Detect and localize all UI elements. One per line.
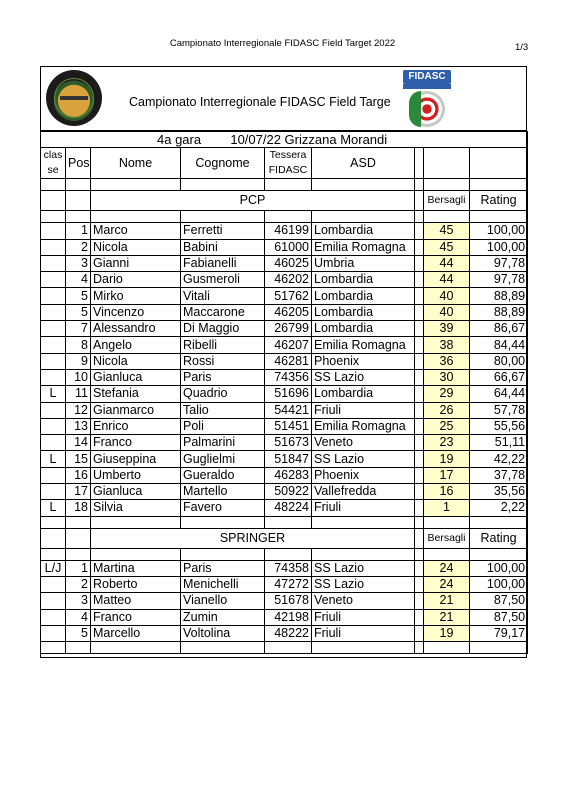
cell-asd: SS Lazio (312, 369, 415, 385)
cell-classe (41, 321, 66, 337)
cell-nome: Vincenzo (91, 304, 181, 320)
cell-asd: Friuli (312, 625, 415, 641)
cell-rating: 100,00 (470, 576, 528, 592)
col-nome: Nome (91, 148, 181, 179)
cell-bersagli: 38 (424, 337, 470, 353)
race-date-place: 10/07/22 Grizzana Morandi (230, 132, 388, 148)
cell-pos: 8 (66, 337, 91, 353)
cell-classe (41, 239, 66, 255)
table-row (41, 255, 528, 271)
cell-bersagli: 25 (424, 418, 470, 434)
cell-tessera: 48222 (265, 625, 312, 641)
cell-cognome: Ribelli (181, 337, 265, 353)
table-row (41, 467, 528, 483)
cell-pos: 5 (66, 304, 91, 320)
cell-pos: 4 (66, 272, 91, 288)
cell-pos: 5 (66, 288, 91, 304)
cell-bersagli: 16 (424, 484, 470, 500)
cell-cognome: Favero (181, 500, 265, 516)
cell-pos: 11 (66, 386, 91, 402)
table-row (41, 576, 528, 592)
rating-header: Rating (470, 528, 528, 548)
cell-classe (41, 369, 66, 385)
cell-tessera: 51678 (265, 593, 312, 609)
cell-pos: 5 (66, 625, 91, 641)
cell-asd: Friuli (312, 402, 415, 418)
cell-rating: 35,56 (470, 484, 528, 500)
cell-nome: Marcello (91, 625, 181, 641)
cell-nome: Giuseppina (91, 451, 181, 467)
cell-nome: Silvia (91, 500, 181, 516)
cell-rating: 64,44 (470, 386, 528, 402)
cell-rating: 100,00 (470, 560, 528, 576)
cell-tessera: 54421 (265, 402, 312, 418)
cell-bersagli: 44 (424, 272, 470, 288)
cell-asd: Veneto (312, 435, 415, 451)
cell-rating: 57,78 (470, 402, 528, 418)
cell-rating: 97,78 (470, 272, 528, 288)
cell-asd: Emilia Romagna (312, 337, 415, 353)
cell-tessera: 46283 (265, 467, 312, 483)
cell-nome: Martina (91, 560, 181, 576)
cell-asd: Friuli (312, 500, 415, 516)
cell-pos: 10 (66, 369, 91, 385)
cell-tessera: 61000 (265, 239, 312, 255)
bersagli-header: Bersagli (424, 191, 470, 211)
cell-nome: Gianmarco (91, 402, 181, 418)
table-row (41, 609, 528, 625)
cell-tessera: 46281 (265, 353, 312, 369)
cell-pos: 7 (66, 321, 91, 337)
cell-asd: Lombardia (312, 304, 415, 320)
cell-cognome: Paris (181, 369, 265, 385)
cell-pos: 12 (66, 402, 91, 418)
cell-cognome: Zumin (181, 609, 265, 625)
cell-asd: Phoenix (312, 467, 415, 483)
cell-cognome: Guglielmi (181, 451, 265, 467)
col-tessera: Tessera FIDASC (265, 148, 312, 179)
table-row (41, 353, 528, 369)
cell-asd: Lombardia (312, 272, 415, 288)
cell-nome: Stefania (91, 386, 181, 402)
spacer-row (41, 179, 528, 191)
cell-asd: Veneto (312, 593, 415, 609)
cell-nome: Franco (91, 435, 181, 451)
results-table (40, 131, 528, 654)
cell-asd: SS Lazio (312, 576, 415, 592)
cell-nome: Gianluca (91, 369, 181, 385)
cell-pos: 3 (66, 255, 91, 271)
cell-classe (41, 288, 66, 304)
cell-pos: 4 (66, 609, 91, 625)
cell-rating: 51,11 (470, 435, 528, 451)
cell-asd: Lombardia (312, 223, 415, 239)
cell-classe: L (41, 451, 66, 467)
cell-cognome: Vianello (181, 593, 265, 609)
cell-bersagli: 45 (424, 239, 470, 255)
cell-bersagli: 17 (424, 467, 470, 483)
cell-bersagli: 30 (424, 369, 470, 385)
cell-bersagli: 36 (424, 353, 470, 369)
cell-tessera: 51673 (265, 435, 312, 451)
cell-classe (41, 402, 66, 418)
cell-asd: Phoenix (312, 353, 415, 369)
cell-cognome: Fabianelli (181, 255, 265, 271)
cell-classe (41, 593, 66, 609)
section-header-row (41, 191, 528, 211)
table-row (41, 321, 528, 337)
cell-cognome: Talio (181, 402, 265, 418)
cell-classe (41, 304, 66, 320)
cell-rating: 100,00 (470, 239, 528, 255)
table-row (41, 386, 528, 402)
cell-rating: 86,67 (470, 321, 528, 337)
results-sheet (40, 66, 527, 658)
cell-bersagli: 1 (424, 500, 470, 516)
cell-classe (41, 353, 66, 369)
cell-asd: SS Lazio (312, 560, 415, 576)
cell-pos: 18 (66, 500, 91, 516)
cell-cognome: Gusmeroli (181, 272, 265, 288)
cell-asd: Vallefredda (312, 484, 415, 500)
table-row (41, 484, 528, 500)
cell-classe (41, 223, 66, 239)
cell-nome: Gianluca (91, 484, 181, 500)
cell-nome: Umberto (91, 467, 181, 483)
table-row (41, 288, 528, 304)
table-row (41, 593, 528, 609)
cell-bersagli: 19 (424, 451, 470, 467)
cell-pos: 1 (66, 223, 91, 239)
cell-cognome: Voltolina (181, 625, 265, 641)
event-row (41, 132, 528, 148)
cell-classe: L (41, 386, 66, 402)
cell-bersagli: 21 (424, 593, 470, 609)
cell-tessera: 46025 (265, 255, 312, 271)
cell-bersagli: 39 (424, 321, 470, 337)
cell-pos: 15 (66, 451, 91, 467)
cell-classe: L (41, 500, 66, 516)
cell-rating: 80,00 (470, 353, 528, 369)
cell-classe (41, 467, 66, 483)
section-header-row (41, 528, 528, 548)
cell-asd: Lombardia (312, 321, 415, 337)
cell-bersagli: 24 (424, 576, 470, 592)
cell-tessera: 74356 (265, 369, 312, 385)
cell-tessera: 26799 (265, 321, 312, 337)
cell-tessera: 46199 (265, 223, 312, 239)
cell-pos: 1 (66, 560, 91, 576)
cell-cognome: Quadrio (181, 386, 265, 402)
cell-asd: Lombardia (312, 386, 415, 402)
section-title: SPRINGER (91, 528, 415, 548)
cell-tessera: 51762 (265, 288, 312, 304)
spacer-row (41, 548, 528, 560)
cell-cognome: Menichelli (181, 576, 265, 592)
cell-bersagli: 40 (424, 304, 470, 320)
cell-classe (41, 625, 66, 641)
cell-pos: 2 (66, 576, 91, 592)
cell-cognome: Di Maggio (181, 321, 265, 337)
cell-rating: 87,50 (470, 609, 528, 625)
cell-nome: Alessandro (91, 321, 181, 337)
table-row (41, 418, 528, 434)
cell-nome: Matteo (91, 593, 181, 609)
cell-bersagli: 40 (424, 288, 470, 304)
cell-rating: 88,89 (470, 288, 528, 304)
cell-cognome: Maccarone (181, 304, 265, 320)
cell-tessera: 46205 (265, 304, 312, 320)
table-row (41, 239, 528, 255)
section-title: PCP (91, 191, 415, 211)
cell-asd: Umbria (312, 255, 415, 271)
cell-classe (41, 576, 66, 592)
col-cognome: Cognome (181, 148, 265, 179)
cell-rating: 37,78 (470, 467, 528, 483)
cell-asd: Lombardia (312, 288, 415, 304)
cell-nome: Franco (91, 609, 181, 625)
cell-rating: 55,56 (470, 418, 528, 434)
rating-header: Rating (470, 191, 528, 211)
cell-classe (41, 609, 66, 625)
cell-asd: Friuli (312, 609, 415, 625)
cell-cognome: Martello (181, 484, 265, 500)
table-row (41, 625, 528, 641)
cell-cognome: Palmarini (181, 435, 265, 451)
cell-tessera: 51696 (265, 386, 312, 402)
cell-nome: Enrico (91, 418, 181, 434)
column-header-row (41, 148, 528, 179)
cell-nome: Roberto (91, 576, 181, 592)
cell-pos: 3 (66, 593, 91, 609)
cell-bersagli: 45 (424, 223, 470, 239)
cell-asd: Emilia Romagna (312, 418, 415, 434)
table-row (41, 500, 528, 516)
cell-tessera: 46202 (265, 272, 312, 288)
cell-bersagli: 19 (424, 625, 470, 641)
document-title: Campionato Interregionale FIDASC Field Target 2022 (169, 38, 396, 49)
cell-rating: 42,22 (470, 451, 528, 467)
cell-rating: 97,78 (470, 255, 528, 271)
cell-nome: Angelo (91, 337, 181, 353)
cell-cognome: Babini (181, 239, 265, 255)
cell-tessera: 74358 (265, 560, 312, 576)
cell-rating: 79,17 (470, 625, 528, 641)
cell-rating: 88,89 (470, 304, 528, 320)
cell-pos: 14 (66, 435, 91, 451)
cell-classe (41, 272, 66, 288)
spacer-row (41, 516, 528, 528)
cell-rating: 2,22 (470, 500, 528, 516)
cell-pos: 13 (66, 418, 91, 434)
table-row (41, 435, 528, 451)
cell-classe (41, 255, 66, 271)
cell-tessera: 42198 (265, 609, 312, 625)
cell-nome: Nicola (91, 239, 181, 255)
cell-classe (41, 418, 66, 434)
table-row (41, 223, 528, 239)
cell-classe (41, 435, 66, 451)
cell-nome: Mirko (91, 288, 181, 304)
cell-bersagli: 26 (424, 402, 470, 418)
page-number: 1/3 (515, 42, 529, 53)
banner-title: Campionato Interregionale FIDASC Field Targe (129, 95, 391, 109)
cell-cognome: Vitali (181, 288, 265, 304)
col-pos: Pos (66, 148, 91, 179)
table-row (41, 272, 528, 288)
cell-cognome: Gueraldo (181, 467, 265, 483)
cell-cognome: Paris (181, 560, 265, 576)
cell-classe (41, 484, 66, 500)
cell-cognome: Ferretti (181, 223, 265, 239)
club-logo-icon (46, 70, 102, 126)
cell-pos: 9 (66, 353, 91, 369)
table-row (41, 560, 528, 576)
cell-classe (41, 337, 66, 353)
col-asd: ASD (312, 148, 415, 179)
cell-bersagli: 21 (424, 609, 470, 625)
fidasc-logo-icon: FIDASC (403, 70, 451, 130)
cell-asd: SS Lazio (312, 451, 415, 467)
table-row (41, 304, 528, 320)
cell-bersagli: 23 (424, 435, 470, 451)
cell-bersagli: 44 (424, 255, 470, 271)
cell-nome: Gianni (91, 255, 181, 271)
cell-tessera: 47272 (265, 576, 312, 592)
cell-bersagli: 29 (424, 386, 470, 402)
cell-cognome: Rossi (181, 353, 265, 369)
bersagli-header: Bersagli (424, 528, 470, 548)
cell-bersagli: 24 (424, 560, 470, 576)
table-row (41, 451, 528, 467)
col-classe: clas se (41, 148, 66, 179)
cell-tessera: 51451 (265, 418, 312, 434)
cell-rating: 84,44 (470, 337, 528, 353)
cell-rating: 87,50 (470, 593, 528, 609)
cell-asd: Emilia Romagna (312, 239, 415, 255)
table-row (41, 337, 528, 353)
cell-tessera: 50922 (265, 484, 312, 500)
cell-rating: 100,00 (470, 223, 528, 239)
cell-pos: 17 (66, 484, 91, 500)
spacer-row (41, 642, 528, 654)
cell-nome: Dario (91, 272, 181, 288)
race-label: 4a gara (157, 132, 202, 148)
cell-tessera: 51847 (265, 451, 312, 467)
spacer-row (41, 211, 528, 223)
table-row (41, 369, 528, 385)
cell-nome: Nicola (91, 353, 181, 369)
cell-tessera: 48224 (265, 500, 312, 516)
cell-cognome: Poli (181, 418, 265, 434)
cell-classe: L/J (41, 560, 66, 576)
banner (41, 67, 526, 131)
cell-rating: 66,67 (470, 369, 528, 385)
cell-nome: Marco (91, 223, 181, 239)
table-row (41, 402, 528, 418)
cell-pos: 2 (66, 239, 91, 255)
cell-tessera: 46207 (265, 337, 312, 353)
cell-pos: 16 (66, 467, 91, 483)
